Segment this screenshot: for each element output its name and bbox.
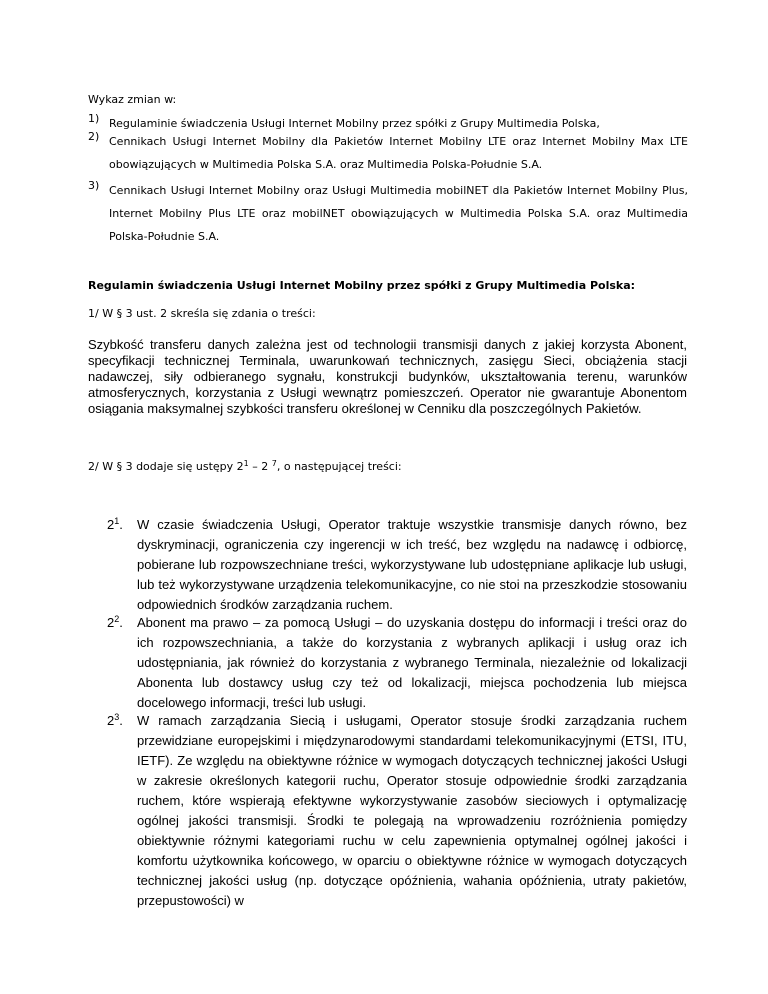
paragraph-number-suffix: . — [119, 517, 123, 532]
superscript: 7 — [271, 459, 277, 468]
change-1-intro: 1/ W § 3 ust. 2 skreśla się zdania o treści: — [88, 307, 316, 320]
regulation-title: Regulamin świadczenia Usługi Internet Mobilny przez spółki z Grupy Multimedia Polska: — [88, 279, 636, 292]
paragraph-number-base: 2 — [107, 713, 115, 728]
paragraph-number-suffix: . — [119, 713, 123, 728]
list-item — [88, 130, 688, 176]
intro-text: Wykaz zmian w: — [88, 93, 177, 106]
paragraph-number-base: 2 — [107, 517, 115, 532]
paragraph-number-sup: 1 — [114, 516, 120, 526]
paragraph-number — [107, 613, 123, 633]
list-item — [88, 179, 688, 248]
paragraph-2-3 — [107, 711, 687, 911]
list-text: Regulaminie świadczenia Usługi Internet Mobilny przez spółki z Grupy Multimedia Polska, — [109, 117, 600, 130]
superscript: 1 — [243, 459, 249, 468]
paragraph-text: W czasie świadczenia Usługi, Operator traktuje wszystkie transmisje danych równo, bez dyskryminacji, ograniczenia czy ingerencji w ich treść, bez względu na nadawcę i odbiorcę, pobierane lub rozpowszechniane treści, wykorzystywane lub udostępniane aplikacje lub usługi, lub też wykorzystywane urządzenia telekomunikacyjne, co nie stoi na przeszkodzie stosowaniu odpowiednich środków zarządzania ruchem. — [137, 517, 687, 612]
paragraph-number — [107, 515, 123, 535]
paragraph-number-sup: 2 — [114, 614, 120, 624]
list-text: Cennikach Usługi Internet Mobilny oraz Usługi Multimedia mobilNET dla Pakietów Internet Mobilny Plus, Internet Mobilny Plus LTE oraz mobilNET obowiązujących w Multimedia Polska S.A. oraz Multimedia Polska-Południe S.A. — [109, 184, 688, 243]
paragraph-number-sup: 3 — [114, 712, 120, 722]
change-2-intro — [88, 460, 402, 474]
paragraph-number — [107, 711, 123, 731]
paragraph-2-1 — [107, 515, 687, 615]
change-2-intro-text: , o następującej treści: — [276, 460, 402, 473]
removed-sentences: Szybkość transferu danych zależna jest od technologii transmisji danych z jakiej korzysta Abonent, specyfikacji technicznej Terminala, uwarunkowań technicznych, zasięgu Sieci, obciążenia stacji nadawczej, siły odbieranego sygnału, konstrukcji budynków, ukształtowania terenu, warunków atmosferycznych, korzystania z Usługi wewnątrz pomieszczeń. Operator nie gwarantuje Abonentom osiągania maksymalnej szybkości transferu określonej w Cenniku dla poszczególnych Pakietów. — [88, 337, 687, 416]
change-2-intro-text: 2/ W § 3 dodaje się ustępy 2 — [88, 460, 244, 473]
list-number: 3) — [88, 179, 100, 192]
paragraph-number-base: 2 — [107, 615, 115, 630]
list-number: 1) — [88, 112, 100, 125]
paragraph-number-suffix: . — [119, 615, 123, 630]
paragraph-text: Abonent ma prawo – za pomocą Usługi – do uzyskania dostępu do informacji i treści oraz do ich rozpowszechniania, a także do korzystania z wybranych aplikacji i usług oraz ich udostępniania, jak również do korzystania z wybranego Terminala, niezależnie od lokalizacji Abonenta lub dostawcy usług czy też od lokalizacji, miejsca pochodzenia lub miejsca docelowego informacji, treści lub usługi. — [137, 615, 687, 710]
list-text: Cennikach Usługi Internet Mobilny dla Pakietów Internet Mobilny LTE oraz Internet Mobilny Max LTE obowiązujących w Multimedia Polska S.A. oraz Multimedia Polska-Południe S.A. — [109, 135, 688, 171]
list-number: 2) — [88, 130, 100, 143]
paragraph-text: W ramach zarządzania Siecią i usługami, Operator stosuje środki zarządzania ruchem przewidziane europejskimi i międzynarodowymi standardami telekomunikacyjnymi (ETSI, ITU, IETF). Ze względu na obiektywne różnice w wymogach dotyczących technicznej jakości Usługi w zakresie określonych kategorii ruchu, Operator stosuje odpowiednie środki zarządzania ruchem, które wspierają efektywne wykorzystywanie zasobów sieciowych i optymalizację ogólnej jakości transmisji. Środki te polegają na wprowadzeniu rozróżnienia pomiędzy obiektywnie różnymi kategoriami ruchu w celu zapewnienia optymalnej ogólnej jakości i komfortu użytkownika końcowego, w oparciu o obiektywne różnice w wymogach dotyczących technicznej jakości usług (np. dotyczące opóźnienia, wahania opóźnienia, utraty pakietów, przepustowości) w — [137, 713, 687, 908]
change-2-intro-text: – 2 — [248, 460, 272, 473]
paragraph-2-2 — [107, 613, 687, 713]
